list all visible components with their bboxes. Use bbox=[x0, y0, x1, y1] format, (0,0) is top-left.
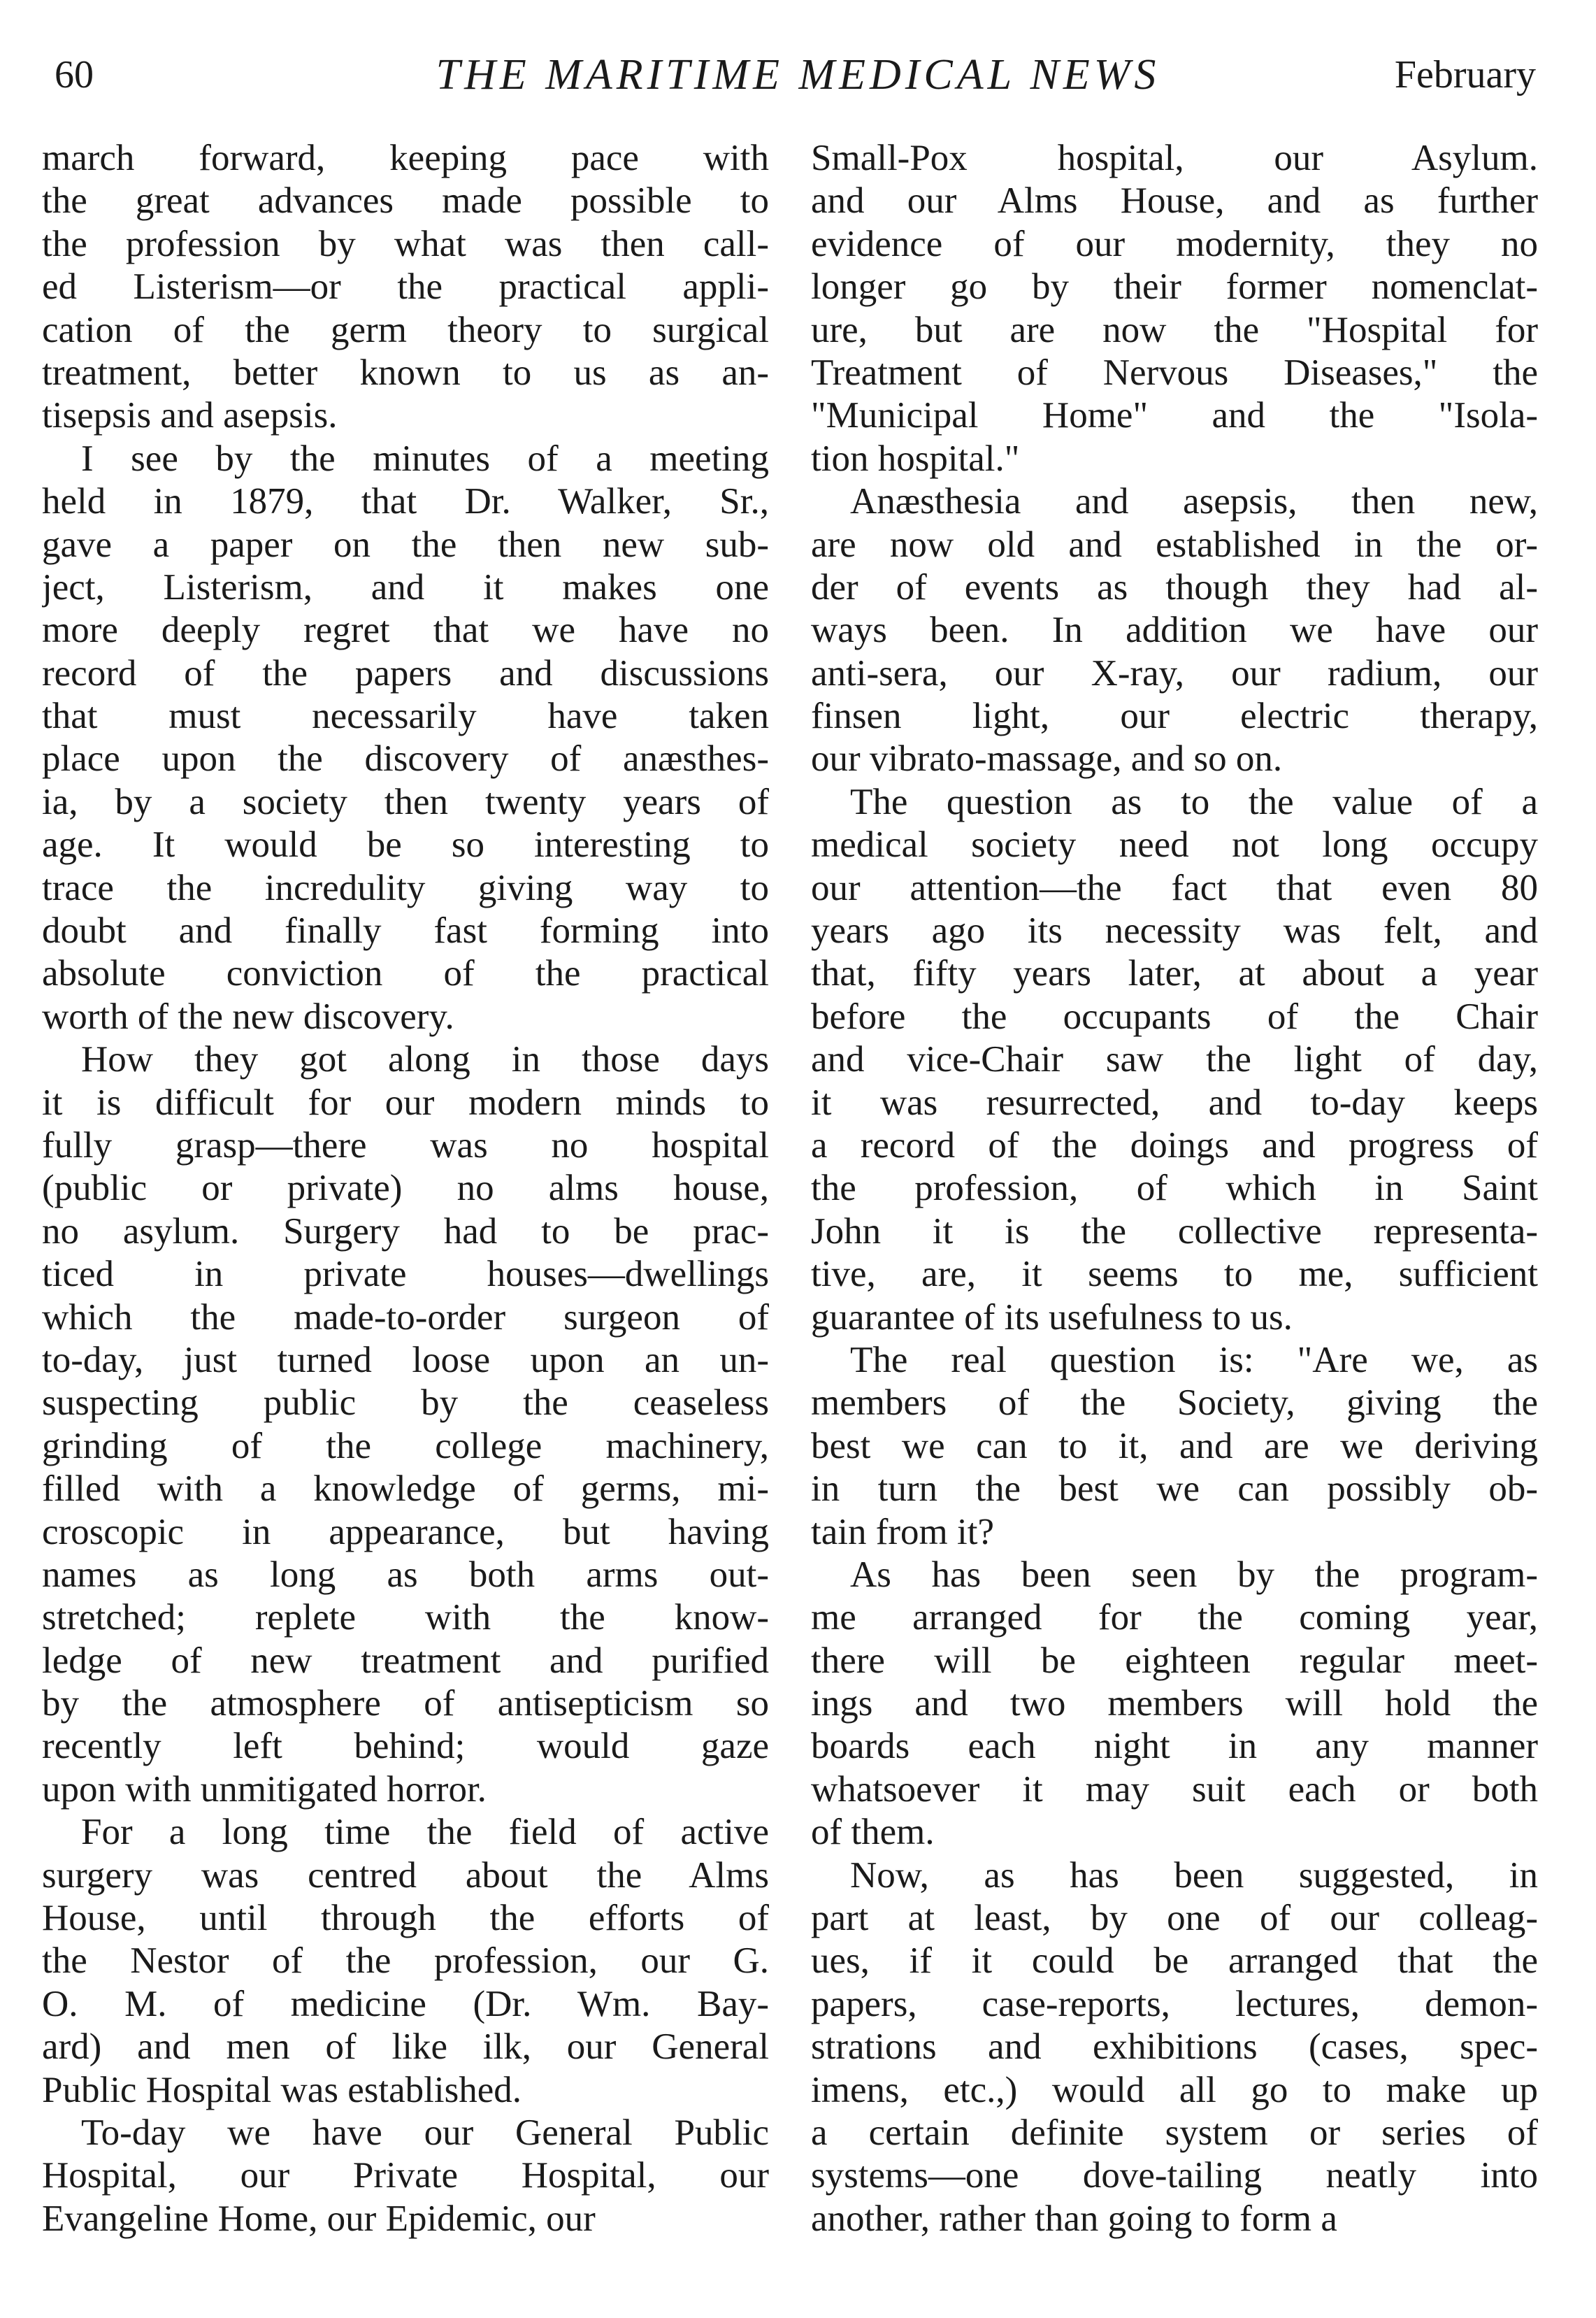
text-line: systems—one dove-tailing neatly into bbox=[811, 2155, 1538, 2196]
text-line: members of the Society, giving the bbox=[811, 1382, 1538, 1424]
text-line: (public or private) no alms house, bbox=[42, 1168, 769, 1209]
text-line: As has been seen by the program- bbox=[850, 1554, 1538, 1595]
text-line: me arranged for the coming year, bbox=[811, 1597, 1538, 1638]
text-line: it is difficult for our modern minds to bbox=[42, 1082, 769, 1123]
text-line: that, fifty years later, at about a year bbox=[811, 953, 1538, 994]
text-line: cation of the germ theory to surgical bbox=[42, 309, 769, 350]
text-line: boards each night in any manner bbox=[811, 1726, 1538, 1767]
text-line: our vibrato-massage, and so on. bbox=[811, 738, 1283, 780]
text-line: tisepsis and asepsis. bbox=[42, 395, 338, 436]
text-line: papers, case-reports, lectures, demon- bbox=[811, 1983, 1538, 2024]
left-column bbox=[42, 137, 769, 2277]
text-line: suspecting public by the ceaseless bbox=[42, 1382, 769, 1424]
text-line: grinding of the college machinery, bbox=[42, 1425, 769, 1466]
text-line: record of the papers and discussions bbox=[42, 652, 769, 694]
text-line: longer go by their former nomenclat- bbox=[811, 266, 1538, 308]
issue-month: February bbox=[1394, 53, 1536, 96]
text-line: whatsoever it may suit each or both bbox=[811, 1768, 1538, 1810]
paragraph bbox=[811, 137, 1538, 480]
text-line: Now, as has been suggested, in bbox=[850, 1854, 1538, 1896]
paragraph bbox=[42, 438, 769, 1038]
text-line: place upon the discovery of anæsthes- bbox=[42, 738, 769, 780]
text-line: ed Listerism—or the practical appli- bbox=[42, 266, 769, 308]
page-header bbox=[0, 50, 1596, 106]
text-line: the profession, of which in Saint bbox=[811, 1168, 1538, 1209]
text-line: recently left behind; would gaze bbox=[42, 1726, 769, 1767]
text-line: it was resurrected, and to-day keeps bbox=[811, 1082, 1538, 1123]
text-line: croscopic in appearance, but having bbox=[42, 1511, 769, 1552]
text-line: Public Hospital was established. bbox=[42, 2069, 522, 2110]
text-line: ledge of new treatment and purified bbox=[42, 1640, 769, 1681]
text-line: For a long time the field of active bbox=[81, 1812, 769, 1853]
text-line: tive, are, it seems to me, sufficient bbox=[811, 1254, 1538, 1295]
page-number: 60 bbox=[55, 53, 94, 96]
text-line: anti-sera, our X-ray, our radium, our bbox=[811, 652, 1538, 694]
text-line: that must necessarily have taken bbox=[42, 696, 769, 737]
right-column bbox=[811, 137, 1538, 2277]
text-line: fully grasp—there was no hospital bbox=[42, 1124, 769, 1166]
text-line: upon with unmitigated horror. bbox=[42, 1768, 487, 1810]
text-line: of them. bbox=[811, 1812, 935, 1853]
text-line: a record of the doings and progress of bbox=[811, 1124, 1538, 1166]
text-line: before the occupants of the Chair bbox=[811, 996, 1538, 1037]
text-line: To-day we have our General Public bbox=[81, 2112, 769, 2153]
paragraph bbox=[42, 1038, 769, 1811]
text-line: treatment, better known to us as an- bbox=[42, 352, 769, 393]
text-line: to-day, just turned loose upon an un- bbox=[42, 1339, 769, 1380]
text-line: tain from it? bbox=[811, 1511, 994, 1552]
text-line: House, until through the efforts of bbox=[42, 1898, 769, 1939]
text-line: ues, if it could be arranged that the bbox=[811, 1940, 1538, 1982]
text-line: O. M. of medicine (Dr. Wm. Bay- bbox=[42, 1983, 769, 2024]
text-line: The real question is: "Are we, as bbox=[850, 1339, 1538, 1380]
text-line: ings and two members will hold the bbox=[811, 1683, 1538, 1724]
text-line: Hospital, our Private Hospital, our bbox=[42, 2155, 769, 2196]
text-line: ard) and men of like ilk, our General bbox=[42, 2026, 769, 2068]
text-line: march forward, keeping pace with bbox=[42, 138, 769, 178]
text-line: I see by the minutes of a meeting bbox=[81, 438, 769, 479]
text-line: How they got along in those days bbox=[81, 1039, 769, 1080]
paragraph bbox=[811, 781, 1538, 1339]
text-line: Anæsthesia and asepsis, then new, bbox=[850, 481, 1538, 522]
paragraph bbox=[811, 480, 1538, 781]
text-line: in turn the best we can possibly ob- bbox=[811, 1468, 1538, 1510]
text-line: stretched; replete with the know- bbox=[42, 1597, 769, 1638]
text-line: ways been. In addition we have our bbox=[811, 610, 1538, 651]
text-line: the Nestor of the profession, our G. bbox=[42, 1940, 769, 1982]
text-line: medical society need not long occupy bbox=[811, 824, 1538, 866]
text-line: Small-Pox hospital, our Asylum. bbox=[811, 138, 1538, 178]
text-line: no asylum. Surgery had to be prac- bbox=[42, 1210, 769, 1252]
journal-title: THE MARITIME MEDICAL NEWS bbox=[436, 51, 1160, 99]
text-line: and vice-Chair saw the light of day, bbox=[811, 1039, 1538, 1080]
text-line: Evangeline Home, our Epidemic, our bbox=[42, 2198, 596, 2239]
text-line: the great advances made possible to bbox=[42, 180, 769, 222]
paragraph bbox=[42, 137, 769, 438]
text-line: imens, etc.,) would all go to make up bbox=[811, 2069, 1538, 2110]
text-line: more deeply regret that we have no bbox=[42, 610, 769, 651]
text-line: our attention—the fact that even 80 bbox=[811, 867, 1538, 908]
text-line: names as long as both arms out- bbox=[42, 1554, 769, 1595]
text-line: age. It would be so interesting to bbox=[42, 824, 769, 866]
text-line: The question as to the value of a bbox=[850, 781, 1538, 822]
text-line: guarantee of its usefulness to us. bbox=[811, 1296, 1293, 1338]
text-line: part at least, by one of our colleag- bbox=[811, 1898, 1538, 1939]
paragraph bbox=[811, 1854, 1538, 2241]
text-line: are now old and established in the or- bbox=[811, 524, 1538, 565]
text-line: ia, by a society then twenty years of bbox=[42, 781, 769, 822]
text-line: worth of the new discovery. bbox=[42, 996, 454, 1037]
text-line: trace the incredulity giving way to bbox=[42, 867, 769, 908]
text-line: by the atmosphere of antisepticism so bbox=[42, 1683, 769, 1724]
text-line: "Municipal Home" and the "Isola- bbox=[811, 395, 1538, 436]
text-line: evidence of our modernity, they no bbox=[811, 223, 1538, 264]
text-line: another, rather than going to form a bbox=[811, 2198, 1337, 2239]
text-line: which the made-to-order surgeon of bbox=[42, 1296, 769, 1338]
text-line: tion hospital." bbox=[811, 438, 1020, 479]
text-line: strations and exhibitions (cases, spec- bbox=[811, 2026, 1538, 2068]
text-line: ure, but are now the "Hospital for bbox=[811, 309, 1538, 350]
text-line: ject, Listerism, and it makes one bbox=[42, 566, 769, 608]
text-line: finsen light, our electric therapy, bbox=[811, 696, 1538, 737]
paragraph bbox=[42, 2112, 769, 2240]
text-line: held in 1879, that Dr. Walker, Sr., bbox=[42, 481, 769, 522]
text-line: filled with a knowledge of germs, mi- bbox=[42, 1468, 769, 1510]
paragraph bbox=[811, 1554, 1538, 1854]
text-line: surgery was centred about the Alms bbox=[42, 1854, 769, 1896]
text-line: gave a paper on the then new sub- bbox=[42, 524, 769, 565]
text-line: best we can to it, and are we deriving bbox=[811, 1425, 1538, 1466]
text-line: the profession by what was then call- bbox=[42, 223, 769, 264]
text-line: doubt and finally fast forming into bbox=[42, 910, 769, 952]
text-line: there will be eighteen regular meet- bbox=[811, 1640, 1538, 1681]
paragraph bbox=[42, 1811, 769, 2112]
text-line: a certain definite system or series of bbox=[811, 2112, 1538, 2153]
text-line: and our Alms House, and as further bbox=[811, 180, 1538, 222]
text-line: ticed in private houses—dwellings bbox=[42, 1254, 769, 1295]
text-line: years ago its necessity was felt, and bbox=[811, 910, 1538, 952]
paragraph bbox=[811, 1339, 1538, 1554]
text-line: der of events as though they had al- bbox=[811, 566, 1538, 608]
text-line: John it is the collective representa- bbox=[811, 1210, 1538, 1252]
text-line: Treatment of Nervous Diseases," the bbox=[811, 352, 1538, 393]
text-line: absolute conviction of the practical bbox=[42, 953, 769, 994]
